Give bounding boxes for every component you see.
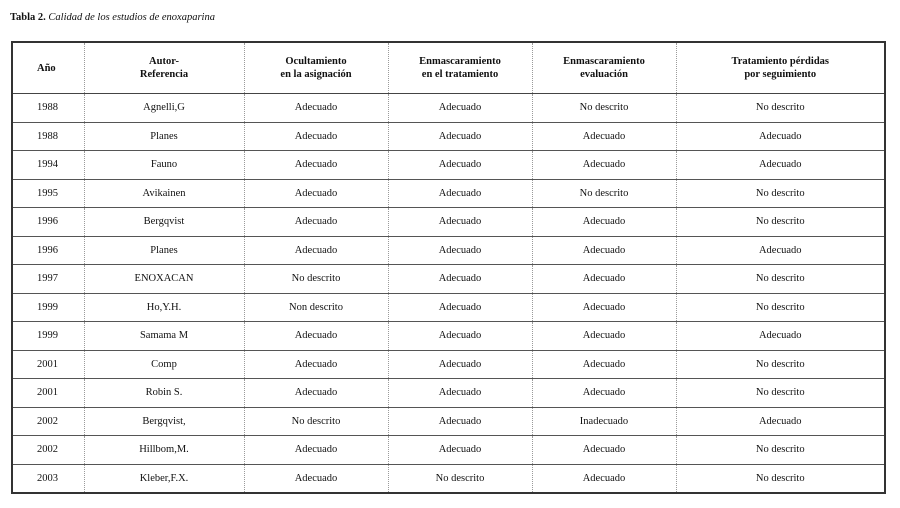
loss-followup-header-line1: Tratamiento pérdidas — [731, 56, 829, 67]
table-row — [12, 350, 885, 379]
year-cell: 2001 — [12, 350, 84, 379]
table-row — [12, 236, 885, 265]
year-cell: 2002 — [12, 436, 84, 465]
author-cell: Agnelli,G — [84, 94, 244, 123]
treatment-blinding-cell: Adecuado — [388, 179, 532, 208]
loss-followup-cell: No descrito — [676, 293, 885, 322]
year-cell: 1996 — [12, 236, 84, 265]
author-cell: Samama M — [84, 322, 244, 351]
assessment-blinding-cell: Adecuado — [532, 122, 676, 151]
treatment-blinding-cell: Adecuado — [388, 350, 532, 379]
treatment-blinding-header — [388, 42, 532, 94]
treatment-blinding-cell: Adecuado — [388, 265, 532, 294]
enoxaparin-quality-table — [11, 41, 886, 494]
year-header — [12, 42, 84, 94]
treatment-blinding-cell: Adecuado — [388, 379, 532, 408]
table-row — [12, 265, 885, 294]
year-cell: 2002 — [12, 407, 84, 436]
allocation-concealment-cell: Non descrito — [244, 293, 388, 322]
table-row — [12, 122, 885, 151]
treatment-blinding-cell: Adecuado — [388, 407, 532, 436]
author-cell: Planes — [84, 122, 244, 151]
author-cell: Bergqvist — [84, 208, 244, 237]
author-cell: Fauno — [84, 151, 244, 180]
assessment-blinding-cell: Adecuado — [532, 265, 676, 294]
allocation-concealment-cell: Adecuado — [244, 208, 388, 237]
allocation-concealment-cell: Adecuado — [244, 122, 388, 151]
author-cell: Ho,Y.H. — [84, 293, 244, 322]
caption-title: Calidad de los estudios de enoxaparina — [48, 12, 215, 23]
assessment-blinding-cell: Adecuado — [532, 464, 676, 493]
author-header — [84, 42, 244, 94]
allocation-concealment-cell: Adecuado — [244, 379, 388, 408]
loss-followup-cell: No descrito — [676, 379, 885, 408]
table-row — [12, 407, 885, 436]
year-cell: 1994 — [12, 151, 84, 180]
allocation-concealment-header-line1: Ocultamiento — [285, 56, 347, 67]
year-cell: 1999 — [12, 293, 84, 322]
table-row — [12, 151, 885, 180]
allocation-concealment-cell: Adecuado — [244, 322, 388, 351]
table-row — [12, 464, 885, 493]
year-header-line1: Año — [37, 62, 56, 74]
loss-followup-cell: No descrito — [676, 94, 885, 123]
allocation-concealment-cell: Adecuado — [244, 236, 388, 265]
allocation-concealment-cell: No descrito — [244, 265, 388, 294]
allocation-concealment-header — [244, 42, 388, 94]
loss-followup-cell: Adecuado — [676, 122, 885, 151]
allocation-concealment-cell: Adecuado — [244, 464, 388, 493]
assessment-blinding-cell: Adecuado — [532, 208, 676, 237]
treatment-blinding-cell: Adecuado — [388, 436, 532, 465]
treatment-blinding-cell: Adecuado — [388, 94, 532, 123]
treatment-blinding-cell: No descrito — [388, 464, 532, 493]
author-cell: Planes — [84, 236, 244, 265]
assessment-blinding-cell: Adecuado — [532, 350, 676, 379]
table-body — [12, 94, 885, 494]
loss-followup-cell: No descrito — [676, 208, 885, 237]
year-cell: 2003 — [12, 464, 84, 493]
year-cell: 1996 — [12, 208, 84, 237]
table-row — [12, 436, 885, 465]
treatment-blinding-cell: Adecuado — [388, 151, 532, 180]
author-header-line2: Referencia — [139, 69, 189, 80]
year-cell: 1997 — [12, 265, 84, 294]
loss-followup-cell: No descrito — [676, 350, 885, 379]
author-cell: ENOXACAN — [84, 265, 244, 294]
author-cell: Hillbom,M. — [84, 436, 244, 465]
year-cell: 1999 — [12, 322, 84, 351]
assessment-blinding-cell: Adecuado — [532, 322, 676, 351]
assessment-blinding-header-line1: Enmascaramiento — [563, 56, 645, 67]
table-header — [12, 42, 885, 94]
assessment-blinding-cell: Adecuado — [532, 436, 676, 465]
allocation-concealment-cell: Adecuado — [244, 151, 388, 180]
table-caption — [10, 12, 215, 23]
allocation-concealment-cell: Adecuado — [244, 94, 388, 123]
assessment-blinding-cell: No descrito — [532, 94, 676, 123]
allocation-concealment-header-line2: en la asignación — [280, 69, 352, 80]
loss-followup-cell: Adecuado — [676, 322, 885, 351]
loss-followup-cell: Adecuado — [676, 236, 885, 265]
author-header-line1: Autor- — [149, 56, 179, 67]
table-row — [12, 379, 885, 408]
allocation-concealment-cell: Adecuado — [244, 436, 388, 465]
assessment-blinding-header-line2: evaluación — [580, 69, 628, 80]
loss-followup-header — [676, 42, 885, 94]
assessment-blinding-cell: Adecuado — [532, 293, 676, 322]
assessment-blinding-cell: Adecuado — [532, 379, 676, 408]
assessment-blinding-cell: Adecuado — [532, 236, 676, 265]
assessment-blinding-header — [532, 42, 676, 94]
treatment-blinding-cell: Adecuado — [388, 236, 532, 265]
table-row — [12, 94, 885, 123]
caption-label: Tabla 2. — [10, 12, 46, 23]
loss-followup-header-line2: por seguimiento — [744, 69, 817, 80]
loss-followup-cell: No descrito — [676, 179, 885, 208]
author-cell: Kleber,F.X. — [84, 464, 244, 493]
year-cell: 1995 — [12, 179, 84, 208]
table-row — [12, 322, 885, 351]
assessment-blinding-cell: Adecuado — [532, 151, 676, 180]
allocation-concealment-cell: No descrito — [244, 407, 388, 436]
table-row — [12, 293, 885, 322]
loss-followup-cell: Adecuado — [676, 407, 885, 436]
treatment-blinding-header-line1: Enmascaramiento — [419, 56, 501, 67]
allocation-concealment-cell: Adecuado — [244, 179, 388, 208]
allocation-concealment-cell: Adecuado — [244, 350, 388, 379]
loss-followup-cell: Adecuado — [676, 151, 885, 180]
author-cell: Avikainen — [84, 179, 244, 208]
table-row — [12, 208, 885, 237]
author-cell: Bergqvist, — [84, 407, 244, 436]
table-row — [12, 179, 885, 208]
year-cell: 1988 — [12, 94, 84, 123]
treatment-blinding-cell: Adecuado — [388, 293, 532, 322]
author-cell: Comp — [84, 350, 244, 379]
treatment-blinding-cell: Adecuado — [388, 322, 532, 351]
year-cell: 2001 — [12, 379, 84, 408]
year-cell: 1988 — [12, 122, 84, 151]
author-cell: Robin S. — [84, 379, 244, 408]
assessment-blinding-cell: Inadecuado — [532, 407, 676, 436]
treatment-blinding-header-line2: en el tratamiento — [421, 69, 499, 80]
header-row — [12, 42, 885, 94]
loss-followup-cell: No descrito — [676, 464, 885, 493]
loss-followup-cell: No descrito — [676, 436, 885, 465]
treatment-blinding-cell: Adecuado — [388, 208, 532, 237]
loss-followup-cell: No descrito — [676, 265, 885, 294]
assessment-blinding-cell: No descrito — [532, 179, 676, 208]
treatment-blinding-cell: Adecuado — [388, 122, 532, 151]
